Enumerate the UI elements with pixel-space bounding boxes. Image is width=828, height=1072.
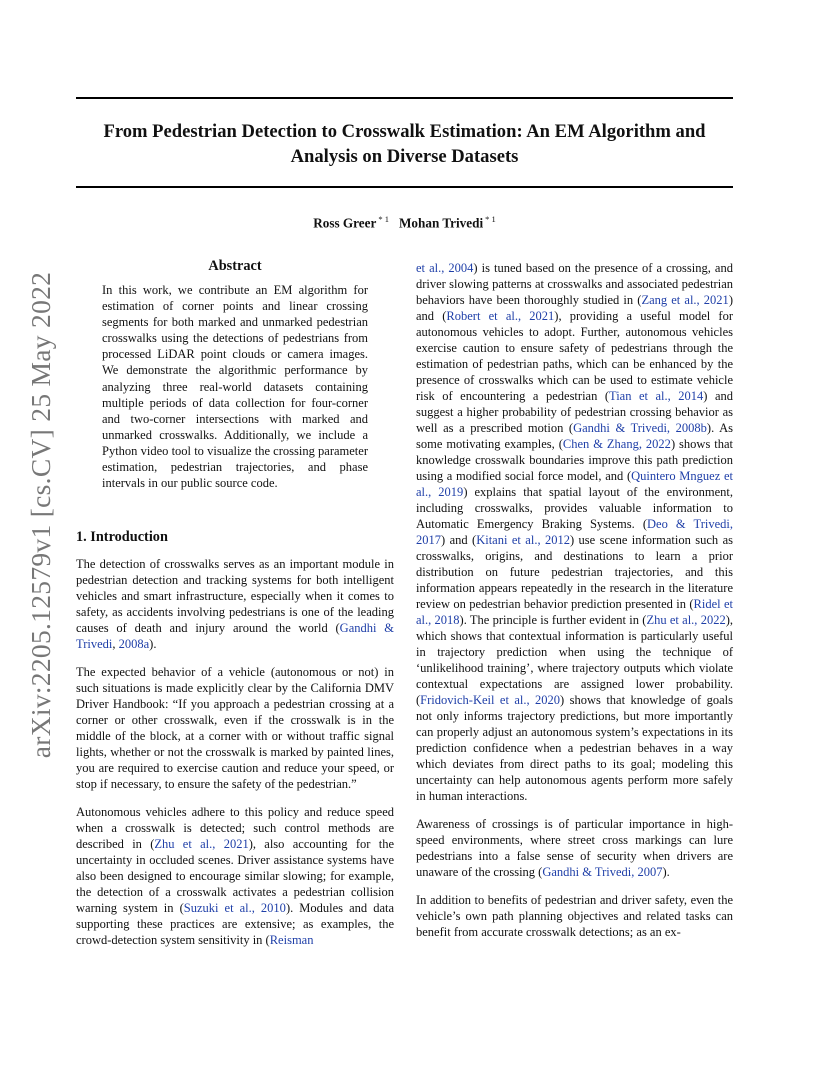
right-column: [416, 260, 733, 952]
citation-link[interactable]: Deo & Trivedi, 2017: [416, 517, 733, 547]
citation-link[interactable]: Fridovich-Keil et al., 2020: [420, 693, 561, 707]
left-column: [76, 258, 394, 960]
citation-link[interactable]: 2008a: [118, 637, 150, 652]
author-affiliation-mark: * 1: [485, 214, 496, 224]
section-heading-introduction: 1. Introduction: [76, 529, 168, 546]
author-list: [76, 214, 733, 231]
citation-link[interactable]: Reisman: [269, 933, 314, 948]
intro-paragraph-1: The detection of crosswalks serves as an important module in pedestrian detection and tracking systems for both intelligent vehicles and smart infrastructure, especially when it comes to safety, as accidents involving pedestrians is one of the leading causes of death and injury around the world (Gandhi & Trivedi, 2008a).: [76, 557, 394, 652]
intro-paragraph-2: The expected behavior of a vehicle (autonomous or not) in such situations is made explicitly clear by the California DMV Driver Handbook: “If you approach a pedestrian crossing at a corner or other crosswalk, even if the crosswalk is in the middle of the block, at a corner with or without traffic signal lights, whether or not the crosswalk is marked by painted lines, you are required to exercise caution and reduce your speed, or stop if necessary, to ensure the safety of the pedestrian.”: [76, 665, 394, 792]
author-name: Mohan Trivedi: [398, 215, 484, 231]
citation-link[interactable]: Gandhi & Trivedi, 2008b: [573, 421, 707, 435]
citation-link[interactable]: Suzuki et al., 2010: [183, 901, 286, 916]
author-affiliation-mark: * 1: [378, 214, 389, 224]
abstract-text: In this work, we contribute an EM algorithm for estimation of corner points and linear crossing segments for both marked and unmarked pedestrian crosswalks using the detections of pedestrians from processed LiDAR point clouds or camera images. We demonstrate the algorithmic performance by analyzing three real-world datasets containing multiple periods of data collection for four-corner and two-corner intersections with marked and unmarked crosswalks. Additionally, we include a Python video tool to visualize the crossing parameter estimation, pedestrian trajectories, and phase intervals in our public source code.: [102, 283, 368, 491]
citation-link[interactable]: Robert et al., 2021: [446, 309, 555, 323]
paper-title: From Pedestrian Detection to Crosswalk Estimation: An EM Algorithm and Analysis on Diverse Datasets: [103, 121, 706, 167]
title-rule-bottom: [76, 186, 733, 188]
citation-link[interactable]: et al., 2004: [416, 261, 474, 275]
citation-link[interactable]: Ridel et al., 2018: [416, 597, 733, 627]
body-paragraph-crossings: Awareness of crossings is of particular importance in high-speed environments, where street cross markings can lure pedestrians into a false sense of security when drivers are unaware of the crossing (Gandhi & Trivedi, 2007).: [416, 817, 733, 879]
citation-link[interactable]: Zang et al., 2021: [641, 293, 729, 307]
citation-link[interactable]: Kitani et al., 2012: [476, 533, 570, 547]
citation-link[interactable]: Tian et al., 2014: [609, 389, 704, 403]
arxiv-identifier: arXiv:2205.12579v1 [cs.CV] 25 May 2022: [25, 271, 56, 759]
author-name: Ross Greer: [313, 215, 377, 231]
citation-link[interactable]: Zhu et al., 2021: [154, 837, 249, 852]
citation-link[interactable]: Gandhi & Trivedi, 2007: [542, 865, 663, 879]
body-paragraph-path-planning: In addition to benefits of pedestrian and driver safety, even the vehicle’s own path planning objectives and related tasks can benefit from accurate crosswalk detections; as an ex-: [416, 893, 733, 939]
abstract-heading: Abstract: [208, 258, 262, 274]
body-paragraph-continued: et al., 2004) is tuned based on the presence of a crossing, and driver slowing patterns at crosswalks and associated pedestrian behaviors have been thoroughly studied in (Zang et al., 2021) and (Robert et al., 2021), providing a useful model for autonomous vehicles to adopt. Further, autonomous vehicles exercise caution to ensure safety of pedestrians through the estimation of pedestrian paths, which can be enhanced by the presence of crosswalks which can be used to estimate vehicle risk of encountering a pedestrian (Tian et al., 2014) and suggest a higher probability of pedestrian crossing behavior as well as a prescribed motion (Gandhi & Trivedi, 2008b). As some motivating examples, (Chen & Zhang, 2022) shows that knowledge crosswalk boundaries improve this path prediction using a modified social force model, and (Quintero Mnguez et al., 2019) explains that spatial layout of the environment, including crosswalks, provides valuable information to Automatic Emergency Braking Systems. (Deo & Trivedi, 2017) and (Kitani et al., 2012) use scene information such as crosswalks, origins, and destinations to learn a prior distribution on future pedestrian trajectories, and this information appears repeatedly in the research in the literature review on pedestrian behavior prediction presented in (Ridel et al., 2018). The principle is further evident in (Zhu et al., 2022), which shows that contextual information is particularly useful in trajectory prediction when using the technique of ‘unlikelihood training’, where trajectory outputs which violate contextual expectations are assigned lower probability. (Fridovich-Keil et al., 2020) shows that knowledge of goals not only informs trajectory predictions, but more importantly can properly adjust an autonomous system’s expectations in its prediction confidence when a pedestrian behaves in a way which deviates from direct paths to its goal; modeling this uncertainty can help autonomous agents perform more safely in human interactions.: [416, 261, 734, 803]
citation-link[interactable]: Zhu et al., 2022: [646, 613, 726, 627]
citation-link[interactable]: Quintero Mnguez et al., 2019: [416, 469, 733, 499]
title-rule-top: [76, 97, 733, 99]
citation-link[interactable]: Chen & Zhang, 2022: [562, 437, 671, 451]
citation-link[interactable]: Gandhi & Trivedi: [76, 621, 394, 652]
intro-paragraph-3: Autonomous vehicles adhere to this policy and reduce speed when a crosswalk is detected; such control methods are described in (Zhu et al., 2021), also accounting for the uncertainty in occluded scenes. Driver assistance systems have also been designed to encourage similar slowing; for example, the detection of a crosswalk activates a pedestrian collision warning system in (Suzuki et al., 2010). Modules and data supporting these practices are extensive; as examples, the crowd-detection system sensitivity in (Reisman: [76, 805, 395, 948]
